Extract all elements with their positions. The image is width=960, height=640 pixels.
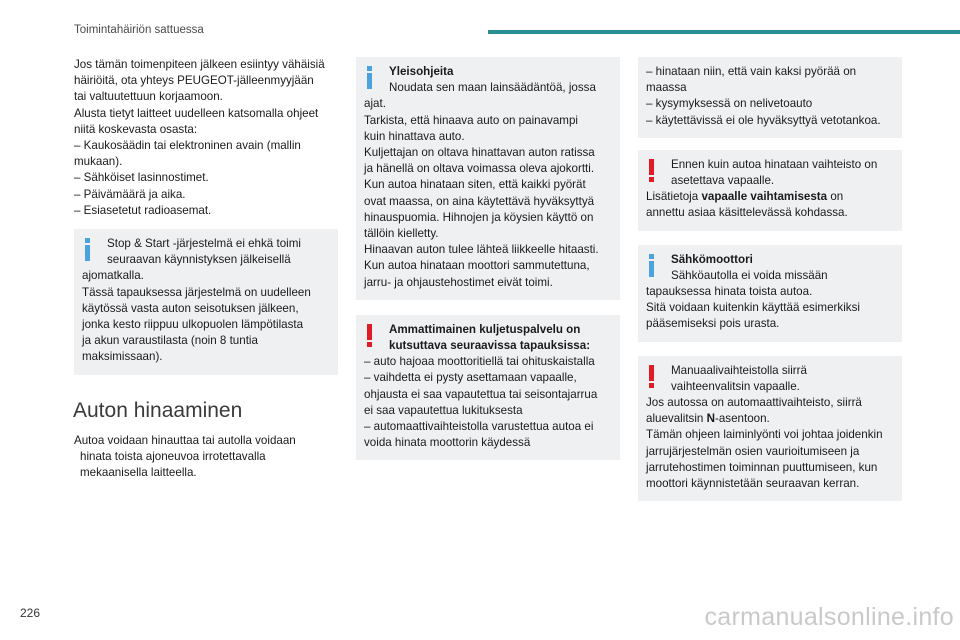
text-line: voida hinata moottorin käydessä xyxy=(364,436,531,450)
stop-start-info-box xyxy=(74,229,338,375)
list-item: – Kaukosäädin tai elektroninen avain (mallin xyxy=(74,139,301,153)
info-icon xyxy=(364,66,374,90)
text-line: Tässä tapauksessa järjestelmä on uudelleen xyxy=(82,285,311,299)
header-accent-bar xyxy=(488,30,960,34)
text-line: jarrujärjestelmän osien vaurioitumiseen ja xyxy=(646,444,860,458)
text-line: Manuaalivaihteistolla siirrä xyxy=(671,363,807,377)
info-icon xyxy=(82,238,92,262)
box-title: Ammattimainen kuljetuspalvelu on xyxy=(389,322,581,336)
section-paragraph xyxy=(74,433,338,482)
text-line: ajat. xyxy=(364,97,386,111)
text-line: hinata toista ajoneuvoa irrotettavalla xyxy=(80,449,266,463)
text-line: pääsemiseksi pois urasta. xyxy=(646,317,780,331)
text-line: mekaanisella laitteella. xyxy=(80,466,197,480)
text-line: hinauspuomia. Hihnojen ja köysien käyttö on xyxy=(364,210,594,224)
bold-reference: vapaalle vaihtamisesta xyxy=(701,190,828,204)
text-line: Sitä voidaan kuitenkin käyttää esimerkiksi xyxy=(646,301,860,315)
warning-icon xyxy=(364,324,374,348)
text-line: ja hänellä on oltava voimassa oleva ajokortti. xyxy=(364,162,595,176)
text-line: Jos autossa on automaattivaihteisto, siirrä xyxy=(646,396,862,410)
text-line: Kun autoa hinataan moottori sammutettuna, xyxy=(364,259,590,273)
text-line: tai valtuutettuun korjaamoon. xyxy=(74,90,223,104)
list-item: – vaihdetta ei pysty asettamaan vapaalle, xyxy=(364,371,577,385)
column-3 xyxy=(638,57,902,501)
list-item: – käytettävissä ei ole hyväksyttyä vetotankoa. xyxy=(646,113,881,127)
text-line: jarrutehostimen toiminnan puuttumiseen, kun xyxy=(646,460,878,474)
general-instructions-box xyxy=(356,57,620,300)
text-fragment: aluevalitsin xyxy=(646,412,707,426)
text-line: maassa xyxy=(646,81,687,95)
text-line: ohjausta ei saa vapautettua tai seisontajarrua xyxy=(364,387,598,401)
text-line: kuin hinattava auto. xyxy=(364,129,465,143)
text-fragment: Lisätietoja xyxy=(646,190,702,204)
text-line: jonka kesto riippuu ulkopuolen lämpötilasta xyxy=(82,318,304,332)
text-fragment: -asentoon. xyxy=(714,412,770,426)
box-title: Sähkömoottori xyxy=(671,252,753,266)
electric-motor-info-box xyxy=(638,245,902,342)
box-title: Yleisohjeita xyxy=(389,65,454,78)
text-line: käytössä vasta auton seisotuksen jälkeen, xyxy=(82,301,299,315)
text-line: tällöin kielletty. xyxy=(364,227,439,241)
info-icon xyxy=(646,254,656,278)
text-line: ovat maassa, on aina käytettävä hyväksyttyä xyxy=(364,194,595,208)
list-item: – Esiasetetut radioasemat. xyxy=(74,203,212,217)
text-line: maksimissaan). xyxy=(82,350,163,364)
professional-towing-warning-box xyxy=(356,315,620,461)
text-line: Noudata sen maan lainsäädäntöä, jossa xyxy=(389,81,596,95)
warning-icon xyxy=(646,365,656,389)
text-line: Kun autoa hinataan siten, että kaikki pyörät xyxy=(364,178,586,192)
text-line xyxy=(646,411,894,427)
text-line: Alusta tietyt laitteet uudelleen katsomalla ohjeet xyxy=(74,106,319,120)
intro-paragraph xyxy=(74,57,338,219)
text-line: annettu asiaa käsittelevässä kohdassa. xyxy=(646,206,848,220)
text-line: Autoa voidaan hinauttaa tai autolla voidaan xyxy=(74,433,296,447)
gear-position-label: N xyxy=(706,412,715,426)
text-line: ja akun varaustilasta (noin 8 tuntia xyxy=(82,334,258,348)
text-fragment: on xyxy=(827,190,844,204)
text-line: vaihteenvalitsin vapaalle. xyxy=(671,379,800,393)
box-title: kutsuttava seuraavissa tapauksissa: xyxy=(389,339,591,353)
manual-gearbox-warning-box xyxy=(638,356,902,502)
list-item: – automaattivaihteistolla varustettua autoa ei xyxy=(364,420,594,434)
text-line: ajomatkalla. xyxy=(82,269,144,283)
text-line: Tämän ohjeen laiminlyönti voi johtaa joidenkin xyxy=(646,428,883,442)
text-line: moottori käynnistetään seuraavan kerran. xyxy=(646,477,860,491)
text-line: mukaan). xyxy=(74,155,123,169)
towing-cases-list-box xyxy=(638,57,902,138)
text-line: asetettava vapaalle. xyxy=(671,174,775,188)
text-line: Kuljettajan on oltava hinattavan auton ratissa xyxy=(364,146,595,160)
text-line: tapauksessa hinata toista autoa. xyxy=(646,285,813,299)
page-header-title: Toimintahäiriön sattuessa xyxy=(74,24,204,36)
page-number: 226 xyxy=(20,606,41,620)
neutral-gear-warning-box xyxy=(638,150,902,231)
text-line: Ennen kuin autoa hinataan vaihteisto on xyxy=(671,157,878,171)
list-item: – Sähköiset lasinnostimet. xyxy=(74,171,209,185)
list-item: – auto hajoaa moottoritiellä tai ohituskaistalla xyxy=(364,355,595,369)
text-line: Tarkista, että hinaava auto on painavampi xyxy=(364,113,578,127)
watermark: carmanualsonline.info xyxy=(704,603,954,631)
text-line: Hinaavan auton tulee lähteä liikkeelle hitaasti. xyxy=(364,243,599,257)
text-line: häiriöitä, ota yhteys PEUGEOT-jälleenmyyjään xyxy=(74,74,314,88)
column-2 xyxy=(356,57,620,460)
text-line: niitä koskevasta osasta: xyxy=(74,122,198,136)
list-item: – Päivämäärä ja aika. xyxy=(74,187,186,201)
text-line: Jos tämän toimenpiteen jälkeen esiintyy vähäisiä xyxy=(74,58,325,71)
section-title: Auton hinaaminen xyxy=(73,398,243,422)
list-item: – kysymyksessä on nelivetoauto xyxy=(646,97,813,111)
warning-icon xyxy=(646,159,656,183)
list-item: – hinataan niin, että vain kaksi pyörää on xyxy=(646,65,857,78)
text-line: seuraavan käynnistyksen jälkeisellä xyxy=(107,253,291,267)
text-line: jarru- ja ohjaustehostimet eivät toimi. xyxy=(364,275,553,289)
text-line xyxy=(646,189,894,205)
text-line: Stop & Start -järjestelmä ei ehkä toimi xyxy=(107,237,301,251)
text-line: ei saa vapautettua lukituksesta xyxy=(364,403,523,417)
text-line: Sähköautolla ei voida missään xyxy=(671,268,828,282)
column-1 xyxy=(74,57,338,481)
